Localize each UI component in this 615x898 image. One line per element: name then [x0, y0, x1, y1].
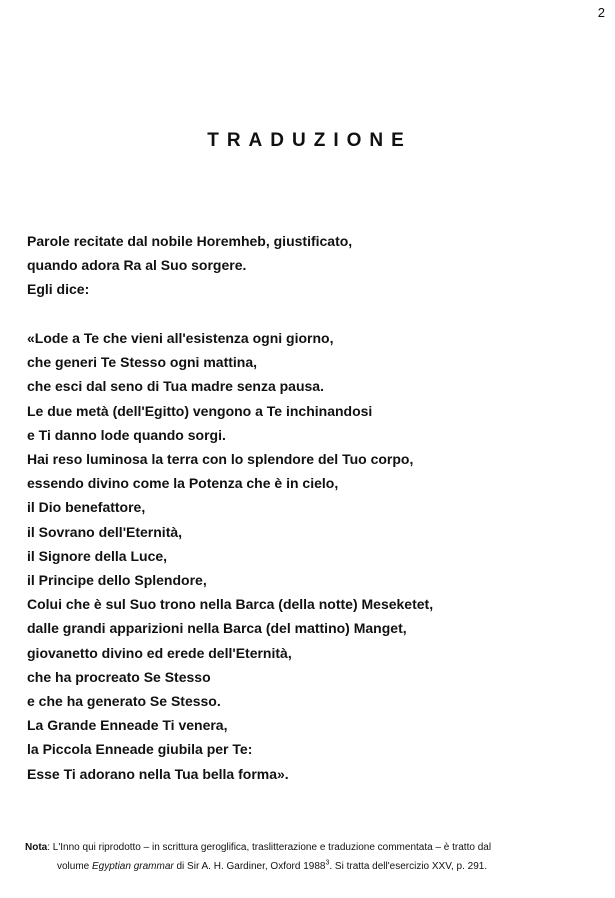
hymn-text [27, 326, 587, 786]
footnote [25, 838, 610, 876]
intro-line: quando adora Ra al Suo sorgere. [27, 257, 247, 274]
intro-paragraph [27, 229, 587, 302]
hymn-line: Esse Ti adorano nella Tua bella forma». [27, 765, 289, 782]
hymn-line: il Principe dello Splendore, [27, 572, 207, 589]
hymn-line: La Grande Enneade Ti venera, [27, 717, 228, 734]
footnote-superscript: 3 [325, 859, 330, 867]
intro-line: Egli dice: [27, 281, 90, 298]
hymn-line: e Ti danno lode quando sorgi. [27, 426, 226, 443]
hymn-line: dalle grandi apparizioni nella Barca (del mattino) Manget, [27, 620, 407, 637]
hymn-line: il Sovrano dell'Eternità, [27, 523, 183, 540]
footnote-book-title: Egyptian grammar [92, 861, 174, 872]
footnote-line-2 [25, 857, 610, 876]
page-number: 2 [597, 5, 605, 20]
hymn-line: «Lode a Te che vieni all'esistenza ogni giorno, [27, 330, 334, 346]
hymn-line: essendo divino come la Potenza che è in cielo, [27, 475, 339, 492]
footnote-text: . Si tratta dell'esercizio XXV, p. 291. [329, 861, 488, 872]
hymn-line: Hai reso luminosa la terra con lo splendore del Tuo corpo, [27, 451, 414, 468]
hymn-line: la Piccola Enneade giubila per Te: [27, 741, 253, 758]
hymn-line: e che ha generato Se Stesso. [27, 693, 221, 710]
footnote-text: : L'Inno qui riprodotto – in scrittura geroglifica, traslitterazione e traduzione commentata – è tratto dal [47, 842, 492, 853]
intro-line: Parole recitate dal nobile Horemheb, giustificato, [27, 233, 353, 249]
footnote-label: Nota [25, 842, 48, 853]
hymn-line: che ha procreato Se Stesso [27, 668, 211, 685]
page-title: TRADUZIONE [207, 130, 412, 151]
hymn-line: il Signore della Luce, [27, 547, 168, 564]
footnote-text: volume [57, 861, 93, 872]
hymn-line: che esci dal seno di Tua madre senza pausa. [27, 378, 324, 395]
footnote-line-1 [25, 838, 610, 857]
hymn-line: il Dio benefattore, [27, 499, 146, 516]
footnote-text: di Sir A. H. Gardiner, Oxford 1988 [173, 861, 326, 872]
hymn-line: Colui che è sul Suo trono nella Barca (della notte) Meseketet, [27, 596, 434, 613]
hymn-line: che generi Te Stesso ogni mattina, [27, 354, 258, 371]
hymn-line: giovanetto divino ed erede dell'Eternità, [27, 644, 292, 661]
hymn-line: Le due metà (dell'Egitto) vengono a Te inchinandosi [27, 402, 373, 419]
